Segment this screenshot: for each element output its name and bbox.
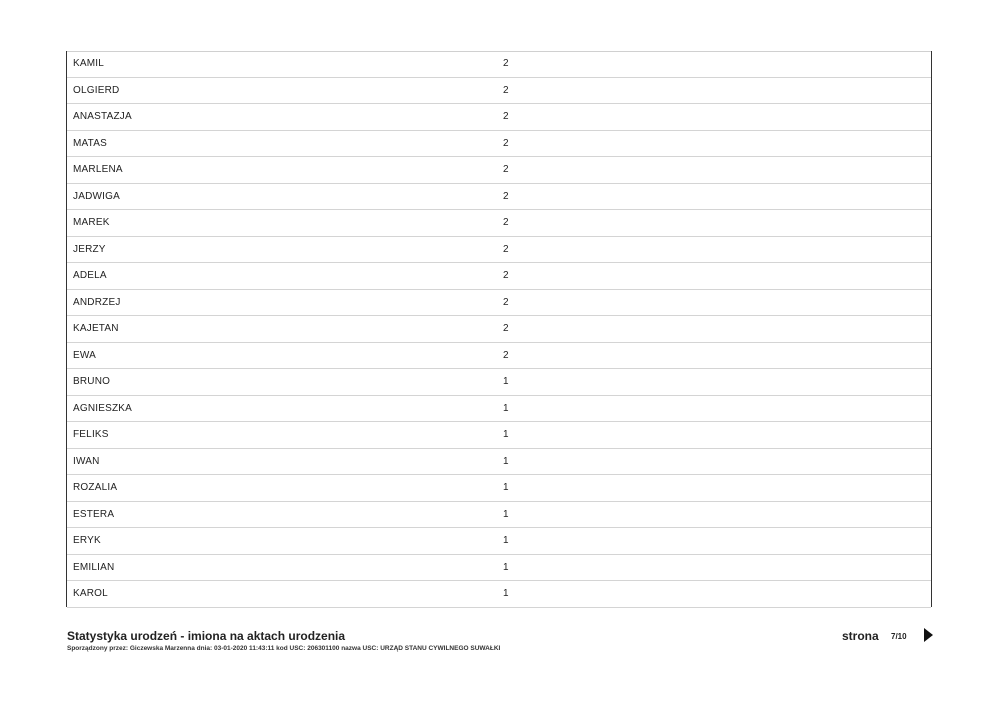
name-cell: KAJETAN <box>73 323 119 334</box>
count-cell: 1 <box>503 588 509 599</box>
count-cell: 2 <box>503 217 509 228</box>
count-cell: 2 <box>503 243 509 255</box>
name-cell: ESTERA <box>73 508 115 520</box>
table-row <box>67 290 931 317</box>
report-subtitle: Sporządzony przez: Giczewska Marzenna dnia: 03-01-2020 11:43:11 kod USC: 206301100 nazwa USC: URZĄD STANU CYWILNEGO SUWAŁKI <box>67 645 501 652</box>
count-cell: 2 <box>503 111 509 122</box>
names-table <box>66 51 932 607</box>
name-cell: OLGIERD <box>73 84 120 96</box>
name-cell: MATAS <box>73 137 107 149</box>
page-number: 7/10 <box>891 632 907 641</box>
table-row <box>67 104 931 131</box>
name-cell: KAMIL <box>73 58 105 69</box>
table-row <box>67 237 931 264</box>
count-cell: 2 <box>503 58 509 69</box>
name-cell: KAROL <box>73 588 108 599</box>
table-row <box>67 396 931 423</box>
table-row <box>67 528 931 555</box>
count-cell: 1 <box>503 561 509 573</box>
table-row <box>67 184 931 211</box>
count-cell: 2 <box>503 270 509 281</box>
name-cell: FELIKS <box>73 429 109 440</box>
table-row <box>67 475 931 502</box>
count-cell: 1 <box>503 482 509 493</box>
name-cell: ERYK <box>73 535 101 546</box>
name-cell: JADWIGA <box>73 190 120 202</box>
name-cell: ANASTAZJA <box>73 111 132 122</box>
name-cell: ADELA <box>73 270 107 281</box>
name-cell: MARLENA <box>73 164 123 175</box>
name-cell: EMILIAN <box>73 561 115 573</box>
count-cell: 1 <box>503 402 509 414</box>
count-cell: 2 <box>503 84 509 96</box>
name-cell: IWAN <box>73 455 100 467</box>
name-cell: JERZY <box>73 243 106 255</box>
name-cell: ROZALIA <box>73 482 118 493</box>
name-cell: MAREK <box>73 217 110 228</box>
table-row <box>67 157 931 184</box>
count-cell: 2 <box>503 323 509 334</box>
table-row <box>67 343 931 370</box>
table-row <box>67 263 931 290</box>
report-title: Statystyka urodzeń - imiona na aktach urodzenia <box>67 629 346 643</box>
count-cell: 2 <box>503 349 509 361</box>
name-cell: AGNIESZKA <box>73 402 133 414</box>
table-row <box>67 422 931 449</box>
table-row <box>67 555 931 582</box>
table-row <box>67 78 931 105</box>
table-row <box>67 449 931 476</box>
name-cell: ANDRZEJ <box>73 296 121 308</box>
next-page-icon[interactable] <box>924 628 933 642</box>
count-cell: 1 <box>503 376 509 387</box>
table-row <box>67 316 931 343</box>
count-cell: 2 <box>503 296 509 308</box>
table-row <box>67 210 931 237</box>
count-cell: 1 <box>503 535 509 546</box>
table-row <box>67 131 931 158</box>
count-cell: 1 <box>503 508 509 520</box>
count-cell: 2 <box>503 190 509 202</box>
table-rows <box>67 51 931 608</box>
count-cell: 1 <box>503 455 509 467</box>
table-row <box>67 51 931 78</box>
page-label: strona <box>842 629 879 643</box>
name-cell: BRUNO <box>73 376 111 387</box>
count-cell: 2 <box>503 137 509 149</box>
count-cell: 2 <box>503 164 509 175</box>
table-row <box>67 369 931 396</box>
count-cell: 1 <box>503 429 509 440</box>
table-row <box>67 502 931 529</box>
name-cell: EWA <box>73 349 97 361</box>
table-row <box>67 581 931 608</box>
